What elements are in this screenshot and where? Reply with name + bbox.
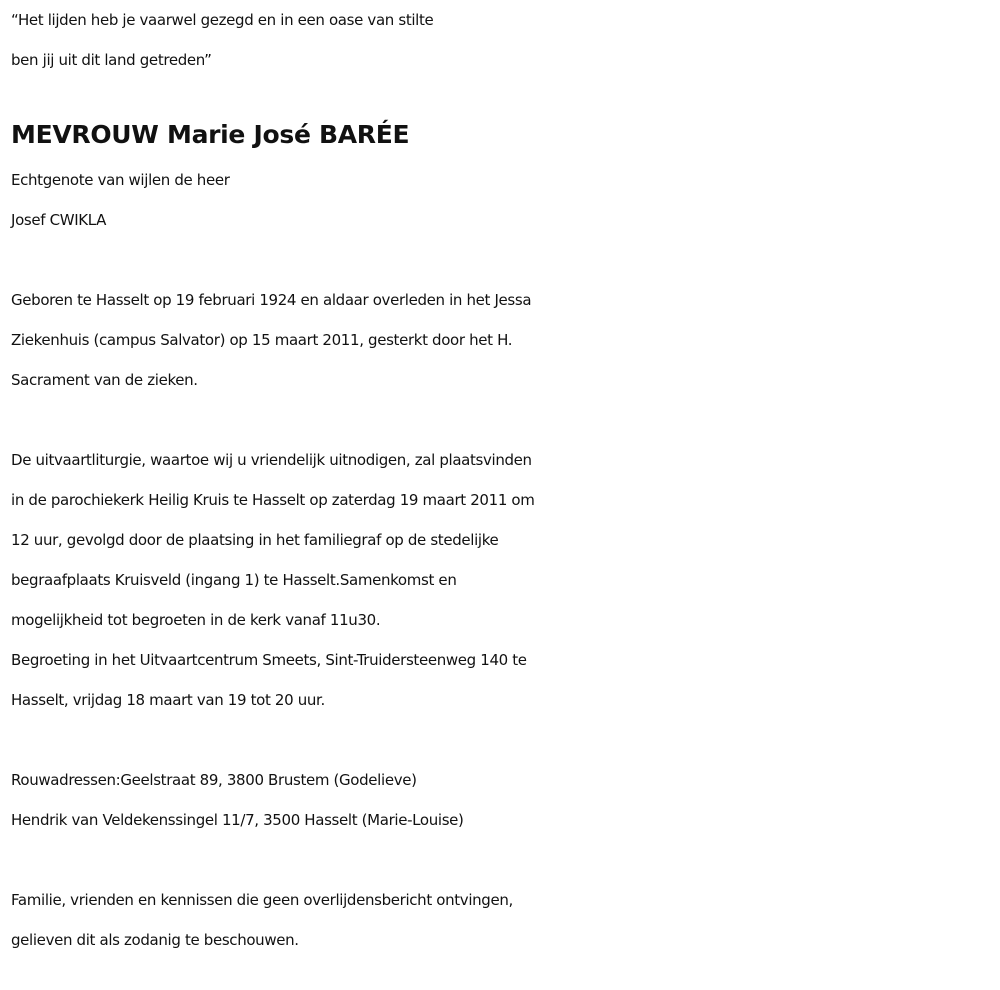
paragraph-line: gelieven dit als zodanig te beschouwen. — [11, 931, 299, 949]
relation-line: Josef CWIKLA — [11, 211, 107, 229]
funeral-paragraph — [11, 440, 991, 720]
spacer — [11, 840, 991, 880]
quote-line: ben jij uit dit land getreden” — [11, 51, 212, 69]
quote-line: “Het lijden heb je vaarwel gezegd en in een oase van stilte — [11, 11, 434, 29]
deceased-name: MEVROUW Marie José BARÉE — [11, 120, 410, 149]
spacer — [11, 240, 991, 280]
paragraph-line: mogelijkheid tot begroeten in de kerk vanaf 11u30. — [11, 611, 381, 629]
address-line: Hendrik van Veldekenssingel 11/7, 3500 Hasselt (Marie-Louise) — [11, 811, 464, 829]
spacer — [11, 720, 991, 760]
paragraph-line: Geboren te Hasselt op 19 februari 1924 en aldaar overleden in het Jessa — [11, 291, 532, 309]
birth-death-paragraph — [11, 280, 991, 400]
relation-block — [11, 160, 991, 240]
relation-line: Echtgenote van wijlen de heer — [11, 171, 230, 189]
paragraph-line: Hasselt, vrijdag 18 maart van 19 tot 20 uur. — [11, 691, 325, 709]
paragraph-line: Begroeting in het Uitvaartcentrum Smeets, Sint-Truidersteenweg 140 te — [11, 651, 527, 669]
address-line: Rouwadressen:Geelstraat 89, 3800 Brustem (Godelieve) — [11, 771, 417, 789]
closing-paragraph — [11, 880, 991, 960]
paragraph-line: De uitvaartliturgie, waartoe wij u vriendelijk uitnodigen, zal plaatsvinden — [11, 451, 532, 469]
paragraph-line: in de parochiekerk Heilig Kruis te Hasselt op zaterdag 19 maart 2011 om — [11, 491, 535, 509]
paragraph-line: 12 uur, gevolgd door de plaatsing in het familiegraf op de stedelijke — [11, 531, 499, 549]
opening-quote — [11, 0, 991, 80]
paragraph-line: begraafplaats Kruisveld (ingang 1) te Hasselt.Samenkomst en — [11, 571, 457, 589]
addresses-paragraph — [11, 760, 991, 840]
paragraph-line: Sacrament van de zieken. — [11, 371, 198, 389]
obituary-notice — [11, 0, 991, 960]
spacer — [11, 400, 991, 440]
paragraph-line: Ziekenhuis (campus Salvator) op 15 maart 2011, gesterkt door het H. — [11, 331, 513, 349]
paragraph-line: Familie, vrienden en kennissen die geen overlijdensbericht ontvingen, — [11, 891, 513, 909]
